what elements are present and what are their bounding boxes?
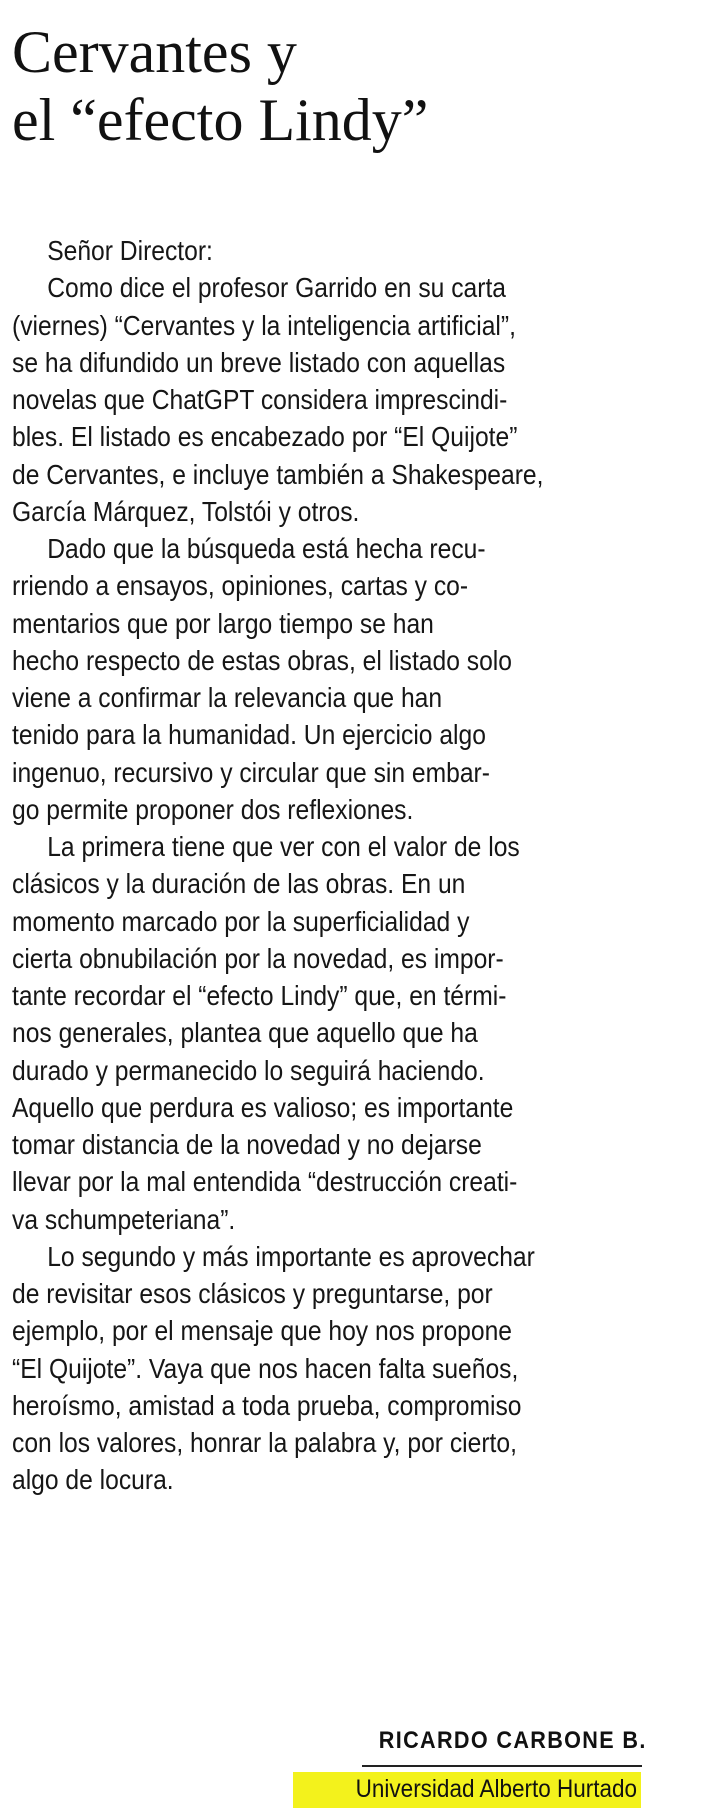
- letter-line: de Cervantes, e incluye también a Shakespeare,: [12, 458, 544, 490]
- letter-line: mentarios que por largo tiempo se han: [12, 607, 434, 639]
- letter-line: heroísmo, amistad a toda prueba, compromiso: [12, 1389, 522, 1421]
- letter-line: con los valores, honrar la palabra y, por cierto,: [12, 1427, 517, 1458]
- letter-line: viene a confirmar la relevancia que han: [12, 682, 443, 713]
- letter-line: clásicos y la duración de las obras. En un: [12, 868, 466, 900]
- letter-line: tenido para la humanidad. Un ejercicio algo: [12, 719, 486, 751]
- letter-line: ingenuo, recursivo y circular que sin embar-: [12, 756, 490, 788]
- salutation: Señor Director:: [47, 235, 213, 266]
- letter-line: hecho respecto de estas obras, el listado solo: [12, 644, 512, 676]
- letter-line: ejemplo, por el mensaje que hoy nos propone: [12, 1315, 512, 1347]
- letter-line: novelas que ChatGPT considera imprescindi-: [12, 384, 508, 415]
- letter-line: Aquello que perdura es valioso; es importante: [12, 1091, 514, 1123]
- letter-line: rriendo a ensayos, opiniones, cartas y co-: [12, 570, 469, 602]
- author-affiliation: Universidad Alberto Hurtado: [355, 1775, 638, 1803]
- letter-line: algo de locura.: [12, 1464, 174, 1496]
- letter-line: va schumpeteriana”.: [12, 1203, 236, 1235]
- letter-line: nos generales, plantea que aquello que ha: [12, 1017, 478, 1049]
- letter-line: Dado que la búsqueda está hecha recu-: [47, 533, 486, 564]
- letter-line: momento marcado por la superficialidad y: [12, 905, 470, 937]
- headline: [12, 18, 692, 154]
- signature-divider: [362, 1765, 642, 1767]
- affiliation-highlight: [293, 1772, 641, 1808]
- letter-line: Como dice el profesor Garrido en su carta: [47, 272, 506, 304]
- letter-line: de revisitar esos clásicos y preguntarse, por: [12, 1278, 493, 1309]
- letter-line: durado y permanecido lo seguirá haciendo.: [12, 1054, 485, 1086]
- letter-line: La primera tiene que ver con el valor de los: [47, 831, 520, 862]
- letter-line: bles. El listado es encabezado por “El Quijote”: [12, 421, 518, 453]
- letter-line: go permite proponer dos reflexiones.: [12, 793, 414, 825]
- letter-line: tomar distancia de la novedad y no dejarse: [12, 1129, 482, 1160]
- letter-line: cierta obnubilación por la novedad, es impor-: [12, 942, 504, 974]
- letter-line: llevar por la mal entendida “destrucción creati-: [12, 1166, 518, 1198]
- headline-line: Cervantes y: [12, 19, 297, 85]
- letter-line: (viernes) “Cervantes y la inteligencia artificial”,: [12, 309, 516, 341]
- letter-line: Lo segundo y más importante es aprovechar: [47, 1240, 535, 1272]
- letter-line: “El Quijote”. Vaya que nos hacen falta sueños,: [12, 1352, 519, 1384]
- letter-line: se ha difundido un breve listado con aquellas: [12, 346, 506, 378]
- letter-body: [12, 232, 619, 1499]
- author-name: RICARDO CARBONE B.: [379, 1727, 647, 1754]
- letter-line: García Márquez, Tolstói y otros.: [12, 495, 360, 527]
- letter-line: tante recordar el “efecto Lindy” que, en térmi-: [12, 980, 507, 1011]
- headline-line: el “efecto Lindy”: [12, 87, 429, 153]
